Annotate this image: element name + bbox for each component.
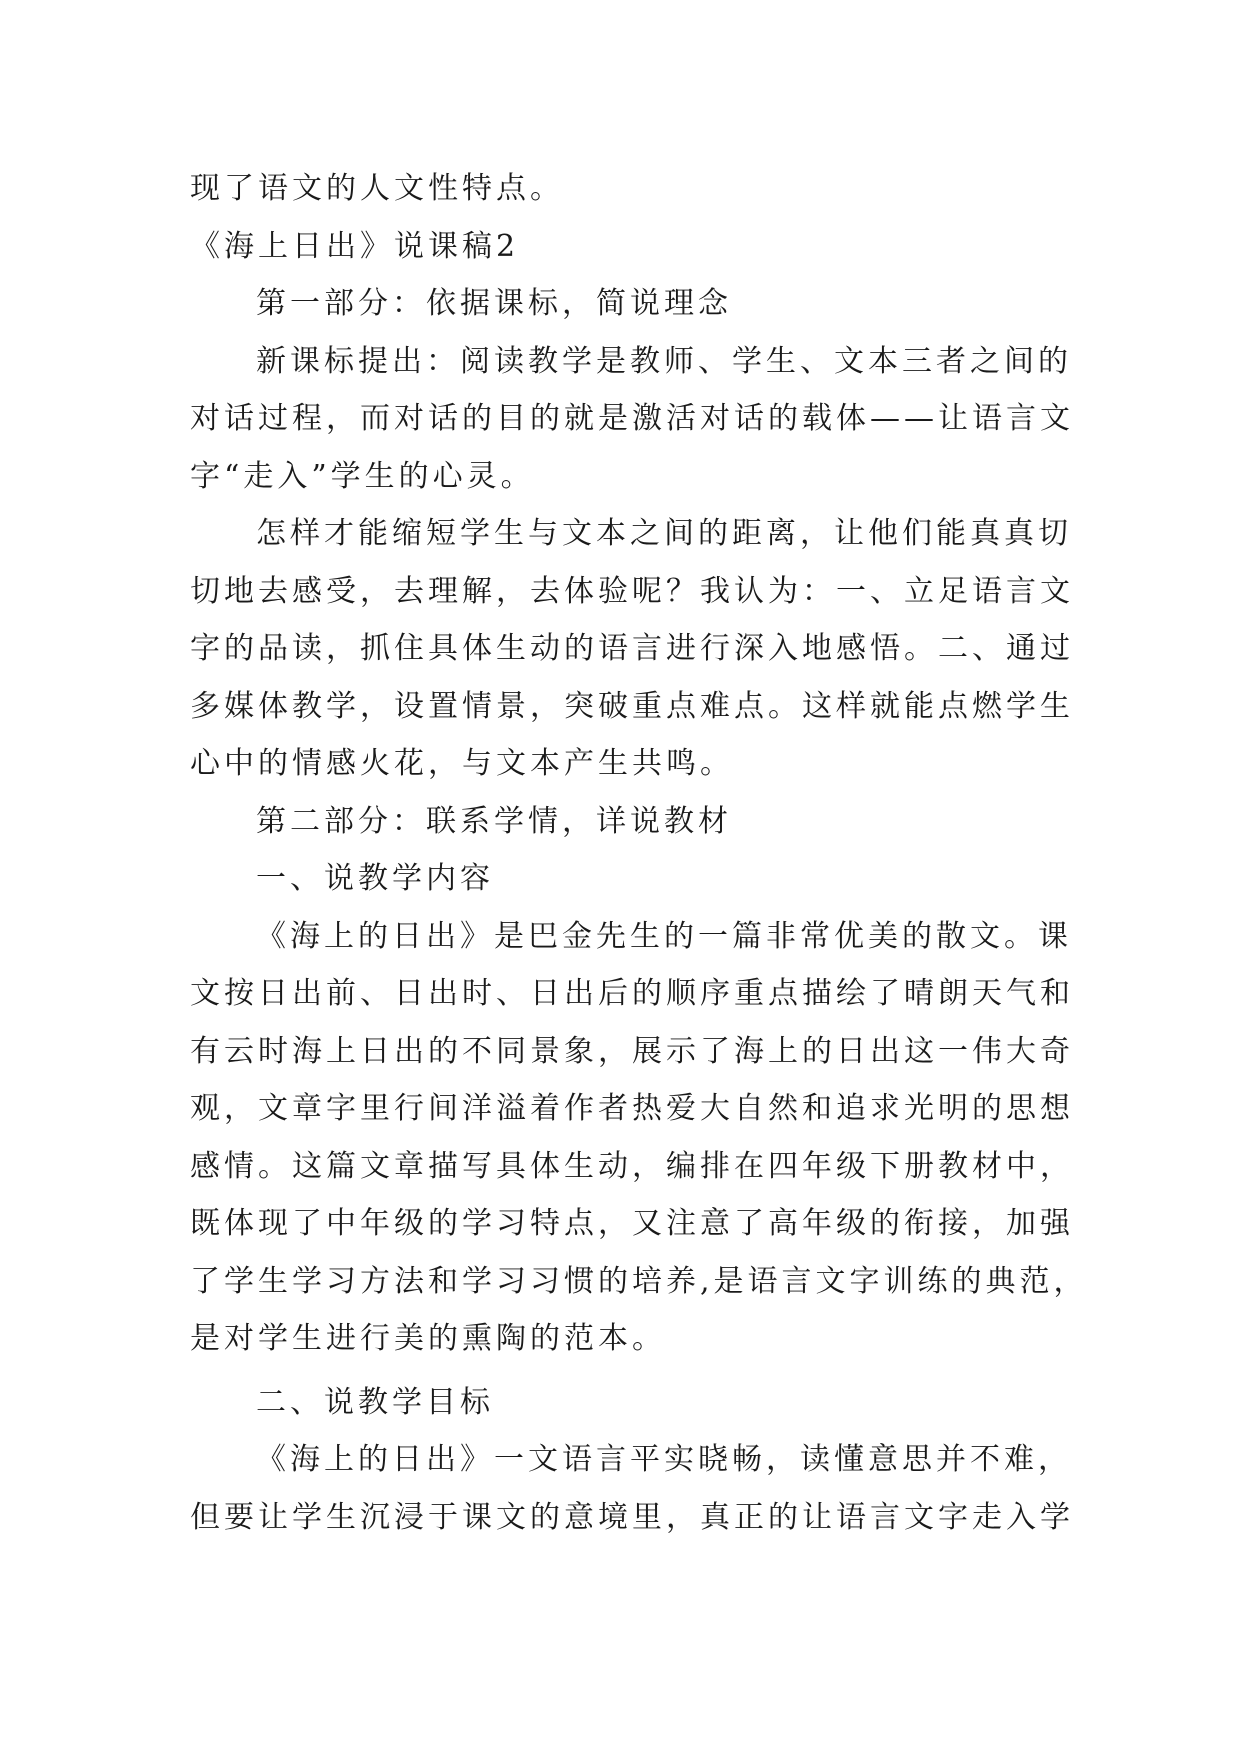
text-line: 了学生学习方法和学习习惯的培养,是语言文字训练的典范， (190, 1263, 1088, 1299)
text-line: 字“走入”学生的心灵。 (190, 458, 535, 494)
text-line: 现了语文的人文性特点。 (190, 171, 564, 206)
document-body (190, 160, 1088, 1546)
section-heading: 第一部分：依据课标，简说理念 (256, 286, 732, 321)
text-line: 多媒体教学，设置情景，突破重点难点。这样就能点燃学生 (190, 688, 1074, 724)
text-line: 新课标提出：阅读教学是教师、学生、文本三者之间的 (256, 343, 1072, 379)
text-line: 既体现了中年级的学习特点，又注意了高年级的衔接，加强 (190, 1206, 1074, 1241)
text-line: 心中的情感火花，与文本产生共鸣。 (190, 746, 734, 781)
text-line: 文按日出前、日出时、日出后的顺序重点描绘了晴朗天气和 (190, 976, 1074, 1011)
subsection-heading: 一、说教学内容 (256, 861, 494, 896)
text-line: 有云时海上日出的不同景象，展示了海上的日出这一伟大奇 (190, 1033, 1074, 1069)
text-line: 但要让学生沉浸于课文的意境里，真正的让语言文字走入学 (190, 1499, 1074, 1535)
article-title: 《海上日出》说课稿2 (190, 228, 520, 264)
section-heading: 第二部分：联系学情，详说教材 (256, 803, 732, 839)
text-line: 观，文章字里行间洋溢着作者热爱大自然和追求光明的思想 (190, 1091, 1074, 1126)
text-line: 对话过程，而对话的目的就是激活对话的载体——让语言文 (190, 401, 1074, 436)
text-line: 《海上的日出》一文语言平实晓畅，读懂意思并不难， (256, 1442, 1072, 1477)
text-line: 字的品读，抓住具体生动的语言进行深入地感悟。二、通过 (190, 631, 1074, 666)
text-line: 是对学生进行美的熏陶的范本。 (190, 1321, 666, 1356)
text-line: 感情。这篇文章描写具体生动，编排在四年级下册教材中， (190, 1148, 1074, 1184)
text-line: 《海上的日出》是巴金先生的一篇非常优美的散文。课 (256, 918, 1072, 954)
text-line: 切地去感受，去理解，去体验呢？我认为：一、立足语言文 (190, 573, 1074, 609)
subsection-heading: 二、说教学目标 (256, 1384, 494, 1420)
text-line: 怎样才能缩短学生与文本之间的距离，让他们能真真切 (256, 516, 1072, 551)
